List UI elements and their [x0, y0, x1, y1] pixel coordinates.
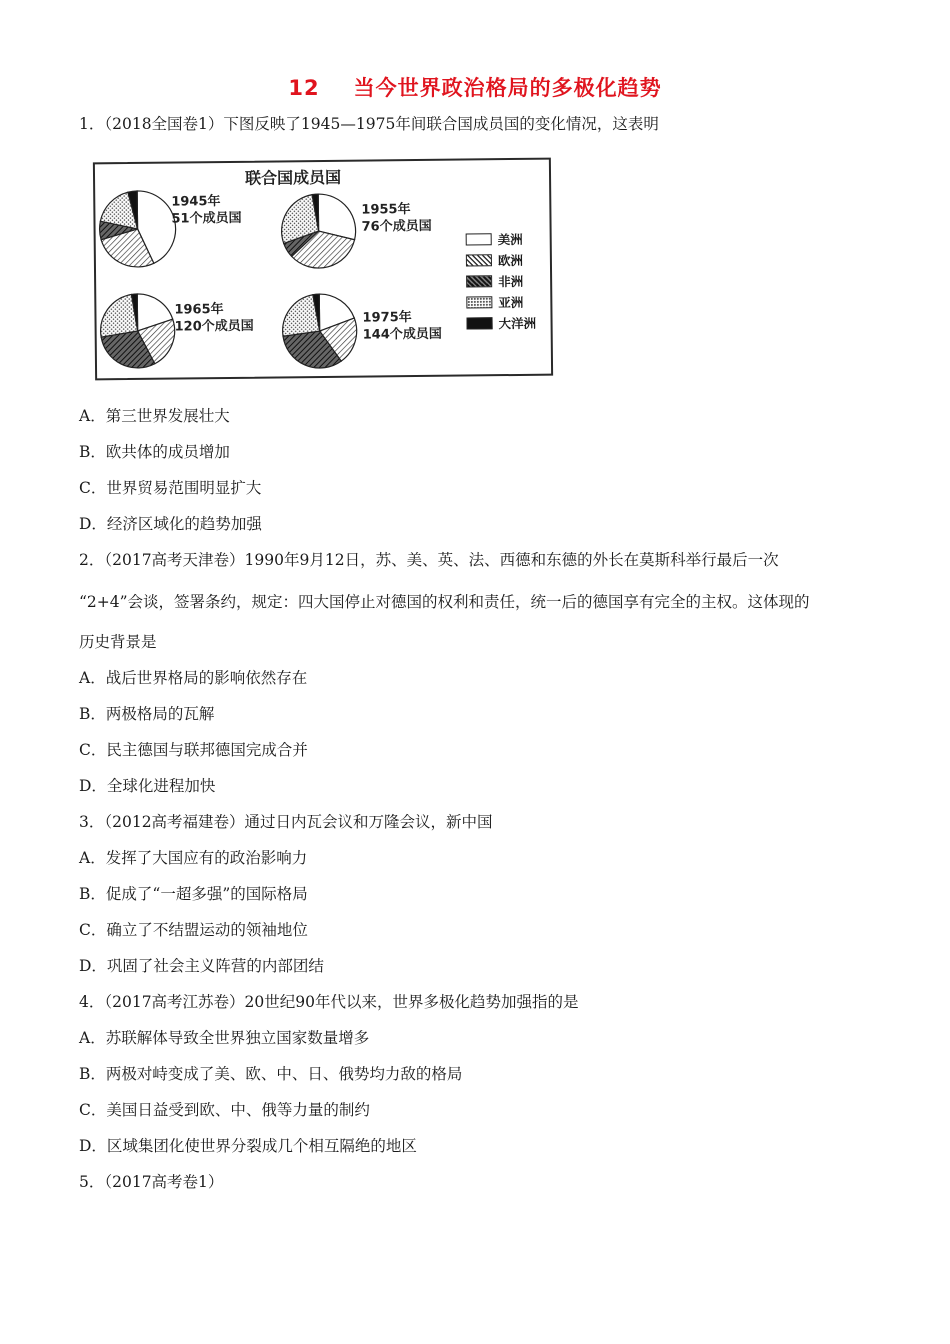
- pie-1955-wrap: [279, 192, 358, 275]
- pie-1965-label: [174, 301, 253, 336]
- page-title: [0, 72, 950, 102]
- legend-label: 欧洲: [497, 252, 524, 268]
- q4-option-d: D．区域集团化使世界分裂成几个相互隔绝的地区: [79, 1137, 417, 1155]
- q1-option-b: B．欧共体的成员增加: [79, 443, 230, 461]
- q4-option-c: C．美国日益受到欧、中、俄等力量的制约: [79, 1101, 370, 1119]
- pie-count: 76个成员国: [361, 218, 432, 235]
- pie-year: 1965年: [174, 302, 224, 318]
- pie-1945-wrap: [97, 189, 178, 274]
- pie-1975: [280, 292, 359, 371]
- question-2-stem-line2: “2+4”会谈，签署条约，规定：四大国停止对德国的权利和责任，统一后的德国享有完全的主权。这体现的: [79, 593, 810, 611]
- pie-1965-wrap: [98, 292, 177, 375]
- legend-item-asia: [466, 291, 536, 313]
- q4-option-b: B．两极对峙变成了美、欧、中、日、俄势均力敌的格局: [79, 1065, 463, 1083]
- legend-swatch: [466, 254, 492, 266]
- q2-option-a: A．战后世界格局的影响依然存在: [79, 669, 308, 687]
- legend-item-americas: [466, 228, 536, 250]
- legend-item-europe: [466, 249, 536, 271]
- pie-1975-wrap: [280, 292, 359, 375]
- legend-label: 亚洲: [498, 294, 524, 310]
- legend-item-africa: [466, 270, 536, 292]
- legend-swatch: [466, 233, 492, 245]
- question-1-stem: 1．（2018全国卷1）下图反映了1945—1975年间联合国成员国的变化情况，这表明: [79, 115, 659, 133]
- question-2-stem-line3: 历史背景是: [79, 633, 157, 651]
- q2-option-c: C．民主德国与联邦德国完成合并: [79, 741, 308, 759]
- pie-1975-label: [362, 309, 441, 344]
- pie-count: 51个成员国: [171, 210, 242, 227]
- q4-option-a: A．苏联解体导致全世界独立国家数量增多: [79, 1029, 370, 1047]
- q3-option-a: A．发挥了大国应有的政治影响力: [79, 849, 308, 867]
- legend-swatch: [467, 317, 493, 329]
- question-4-stem: 4．（2017高考江苏卷）20世纪90年代以来，世界多极化趋势加强指的是: [79, 993, 579, 1011]
- pie-count: 120个成员国: [174, 318, 254, 335]
- pie-1965: [98, 292, 177, 371]
- q2-option-b: B．两极格局的瓦解: [79, 705, 215, 723]
- legend-item-oceania: [466, 312, 536, 334]
- pie-1955-label: [361, 201, 431, 236]
- figure-title: 联合国成员国: [244, 167, 342, 188]
- section-number: 12: [288, 76, 320, 100]
- legend-label: 美洲: [497, 231, 523, 247]
- legend-label: 非洲: [498, 273, 524, 289]
- section-title: 当今世界政治格局的多极化趋势: [353, 76, 662, 100]
- q1-option-a: A．第三世界发展壮大: [79, 407, 230, 425]
- legend-swatch: [466, 296, 492, 308]
- q1-option-c: C．世界贸易范围明显扩大: [79, 479, 262, 497]
- pie-year: 1975年: [362, 310, 412, 326]
- legend: [466, 228, 537, 334]
- pie-year: 1955年: [361, 202, 411, 218]
- legend-swatch: [466, 275, 492, 287]
- question-2-stem-line1: 2．（2017高考天津卷）1990年9月12日，苏、美、英、法、西德和东德的外长在莫斯科举行最后一次: [79, 551, 779, 569]
- question-5-stem: 5．（2017高考卷1）: [79, 1173, 224, 1191]
- pie-year: 1945年: [171, 194, 221, 210]
- pie-1955: [279, 192, 358, 271]
- pie-1945: [97, 189, 178, 270]
- un-members-figure: [93, 158, 553, 381]
- q1-option-d: D．经济区域化的趋势加强: [79, 515, 262, 533]
- pie-1945-label: [171, 193, 241, 228]
- question-3-stem: 3．（2012高考福建卷）通过日内瓦会议和万隆会议，新中国: [79, 813, 493, 831]
- q3-option-c: C．确立了不结盟运动的领袖地位: [79, 921, 308, 939]
- q3-option-b: B．促成了“一超多强”的国际格局: [79, 885, 308, 903]
- legend-label: 大洋洲: [498, 315, 537, 331]
- q3-option-d: D．巩固了社会主义阵营的内部团结: [79, 957, 324, 975]
- pie-count: 144个成员国: [362, 326, 442, 343]
- q2-option-d: D．全球化进程加快: [79, 777, 216, 795]
